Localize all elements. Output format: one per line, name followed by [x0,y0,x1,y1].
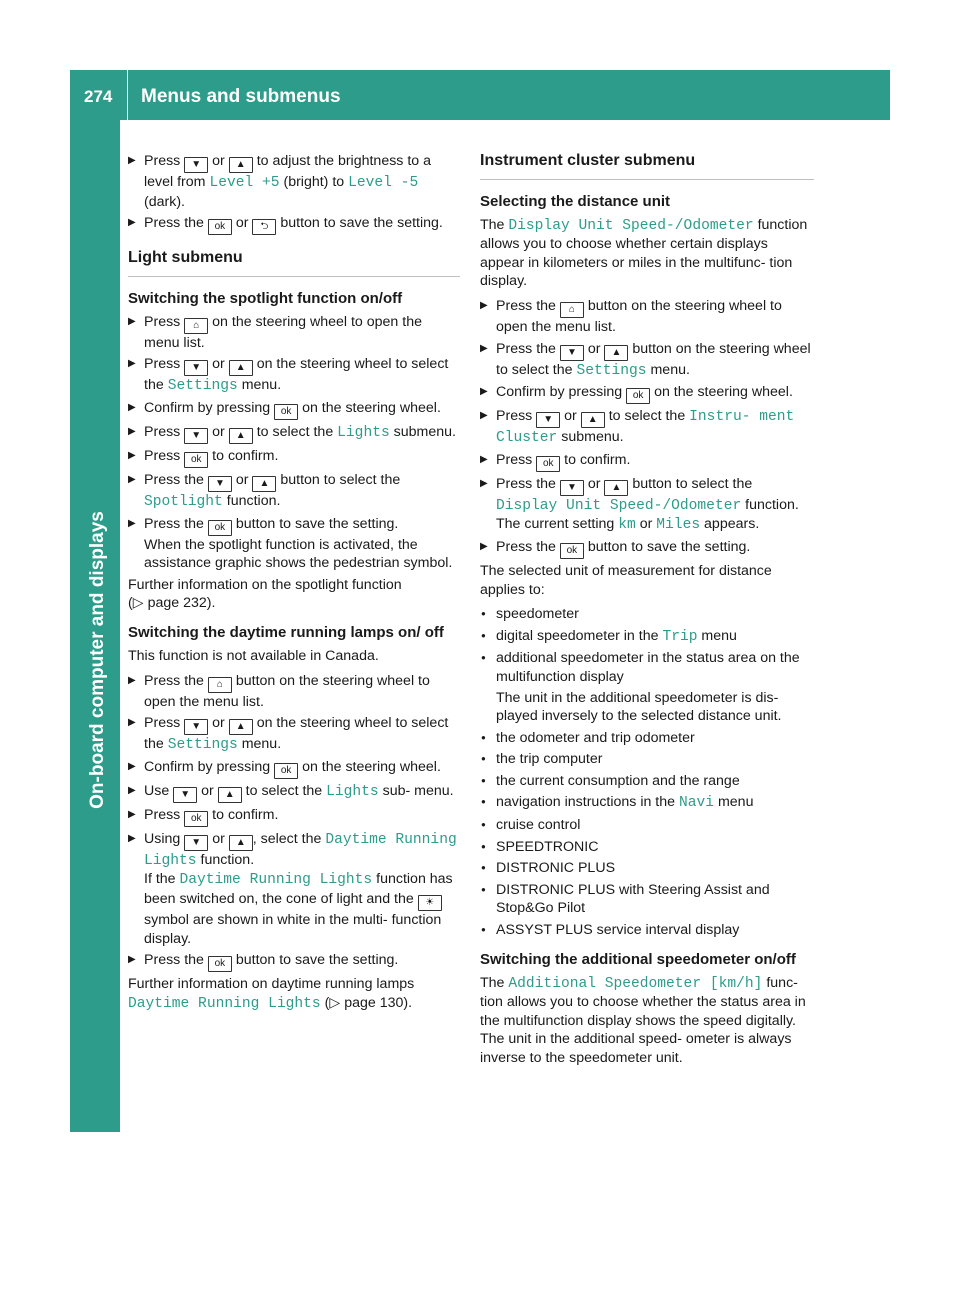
up-key-icon: ▲ [229,428,253,444]
step-text: When the spotlight function is activated, the assistance graphic shows the pedestrian symbol. [144,536,453,572]
display-text: km [618,517,636,534]
step-text: Confirm by pressing [144,399,271,416]
header-divider [127,70,128,120]
step-press-ok [128,447,460,468]
daytime-further-info: Further information on daytime running lamps Daytime Running Lights (▷ page 130). [128,976,415,1012]
sun-symbol-icon: ☀ [418,895,442,911]
step-press-ok [128,806,460,827]
display-text: Lights [326,783,379,800]
step-save-setting [128,214,460,235]
step-select-instrument-cluster [480,407,814,448]
step-text: Press the [144,515,204,532]
step-save-setting [128,951,460,972]
list-item: ● ASSYST PLUS service interval display [480,921,814,940]
page-ref-icon: ▷ [132,595,144,612]
ok-key-icon: ok [208,520,232,536]
page-header [70,70,890,120]
step-text: on the steering wheel to open the menu list. [144,313,422,351]
step-text: to select the [245,782,323,799]
list-text: navigation instructions in the [496,794,676,811]
step-text: Press the [496,538,556,555]
list-item: ● the trip computer [480,750,814,769]
step-text: Press [144,447,181,464]
ok-key-icon: ok [274,763,298,779]
step-text: Use [144,782,170,799]
down-key-icon: ▼ [184,360,208,376]
chapter-label: On-board computer and displays [87,511,108,809]
step-text: to select the [608,408,686,425]
step-text: Press [144,423,181,440]
home-key-icon: ⌂ [208,677,232,693]
display-text: Daytime Running Lights [144,831,457,869]
step-select-daytime-lights [128,830,460,948]
down-key-icon: ▼ [173,787,197,803]
step-text: or [212,423,225,440]
ok-key-icon: ok [208,956,232,972]
step-text: on the steering wheel to select the [144,356,449,394]
ok-key-icon: ok [560,543,584,559]
display-text: Spotlight [144,493,223,510]
step-text: Press [144,356,181,373]
step-text: button to select the [280,471,401,488]
step-select-unit-function [480,475,814,535]
step-save-spotlight [128,515,460,573]
step-text: or [564,408,577,425]
home-key-icon: ⌂ [560,302,584,318]
up-key-icon: ▲ [581,412,605,428]
step-text: or [212,830,225,847]
step-text: button to save the setting. [235,952,399,969]
down-key-icon: ▼ [184,835,208,851]
step-text: or [587,340,601,357]
step-text: button to select the [632,475,753,492]
down-key-icon: ▼ [560,345,584,361]
step-text: Press [496,451,533,468]
step-text: button to save the setting. [280,215,443,232]
list-item: ● the odometer and trip odometer [480,729,814,748]
step-text: function. [745,496,799,513]
heading-light-submenu: Light submenu [128,249,460,277]
page-number: 274 [84,87,113,106]
body-text: function allows you to choose whether certain displays appear in kilometers or miles in the multifunc- tion display. [480,216,808,290]
step-text: button on the steering wheel to open the menu list. [496,297,782,335]
step-text: function has been switched on, the cone of light and the [144,871,453,907]
step-text: to confirm. [212,447,279,464]
list-text: menu [701,627,737,644]
body-text: Further information on daytime running lamps [128,976,415,993]
step-text: Press the [496,475,556,492]
list-item: ● SPEEDTRONIC [480,838,814,857]
up-key-icon: ▲ [604,345,628,361]
step-text: to confirm. [212,806,279,823]
page-ref-link[interactable]: page 130). [344,994,413,1011]
up-key-icon: ▲ [218,787,242,803]
body-text: func- tion allows you to choose whether the status area in the multifunction display shows the speed digitally. The unit in the additional speed- ometer is always inverse to the speedometer unit. [480,974,806,1066]
step-text: to select the [256,423,334,440]
step-text: to adjust the brightness to a level from [144,153,432,190]
step-text: function. [200,851,255,868]
up-key-icon: ▲ [604,480,628,496]
step-text: submenu. [561,429,624,446]
list-text: digital speedometer in the [496,627,659,644]
step-confirm [128,758,460,779]
down-key-icon: ▼ [536,412,560,428]
step-text: Using [144,830,181,847]
step-open-menu [480,297,814,337]
heading-distance-unit: Selecting the distance unit [480,192,671,210]
distance-unit-intro [480,216,814,291]
up-key-icon: ▲ [229,719,253,735]
list-item [480,627,814,647]
display-text: Instru- ment Cluster [496,409,795,447]
page-ref-icon: ▷ [329,994,341,1011]
step-text: , select the [252,830,322,847]
step-text: Press [144,715,181,732]
additional-speedometer-text [480,974,814,1068]
step-select-lights [128,423,460,444]
step-text: on the steering wheel. [302,399,441,416]
step-text: or [587,475,601,492]
home-key-icon: ⌂ [184,318,208,334]
step-text: menu. [241,377,282,394]
page-ref-link[interactable]: page 232). [147,595,216,612]
step-text: or [201,782,214,799]
step-text: Press [144,806,181,823]
canada-note: This function is not available in Canada. [128,647,379,664]
step-text: The current setting [496,516,615,533]
step-select-settings [128,714,460,755]
step-text: Press the [496,340,556,357]
list-item: ● cruise control [480,816,814,835]
step-text: Press the [496,297,556,314]
display-text: Display Unit Speed-/Odometer [508,217,754,234]
step-text: on the steering wheel. [302,758,441,775]
step-text: or [235,471,249,488]
step-text: or [235,215,249,232]
heading-spotlight: Switching the spotlight function on/off [128,289,403,307]
right-column [480,152,814,1074]
step-select-settings [128,355,460,396]
heading-daytime-lamps: Switching the daytime running lamps on/ off [128,623,444,641]
step-text: Press the [144,952,204,969]
step-text: submenu. [393,423,456,440]
display-text: Navi [678,795,715,812]
heading-additional-speedometer: Switching the additional speedometer on/off [480,950,796,968]
step-text: (bright) to [283,174,345,190]
step-text: Confirm by pressing [496,384,623,401]
spotlight-further-info: Further information on the spotlight function (▷ page 232). [128,576,402,612]
list-item: ● DISTRONIC PLUS with Steering Assist and Stop&Go Pilot [480,881,814,918]
step-text: button on the steering wheel to select the [496,340,811,378]
down-key-icon: ▼ [184,157,208,173]
list-text: additional speedometer in the status area on the multifunction display [496,650,800,685]
step-text: (dark). [144,193,185,210]
step-text: or [212,153,225,169]
display-text: Settings [576,362,647,379]
step-text: If the [144,871,176,888]
ok-key-icon: ok [184,452,208,468]
left-column [128,152,460,1019]
up-key-icon: ▲ [229,157,253,173]
body-text: The [480,974,505,991]
body-text: Further information on the spotlight function [128,576,402,593]
step-adjust-brightness [128,152,460,211]
step-text: Confirm by pressing [144,758,271,775]
display-text: Display Unit Speed-/Odometer [496,497,742,514]
step-text: button to save the setting. [235,515,399,532]
step-text: menu. [650,361,690,378]
display-text: Daytime Running Lights [128,995,321,1012]
list-text: menu [717,794,754,811]
ok-key-icon: ok [536,456,560,472]
display-text: Trip [662,628,698,645]
step-open-menu [128,672,460,712]
step-text: button on the steering wheel to open the menu list. [144,672,430,710]
step-text: Press [144,153,181,169]
step-text: Press [496,408,533,425]
list-item: ● speedometer [480,605,814,624]
list-note: The unit in the additional speedometer is dis- played inversely to the selected distance unit. [496,689,782,725]
step-text: to confirm. [564,451,631,468]
step-open-menu [128,313,460,353]
display-text: Settings [167,737,238,754]
step-confirm [480,383,814,404]
list-item [480,793,814,813]
down-key-icon: ▼ [184,719,208,735]
step-text: button to save the setting. [587,538,751,555]
up-key-icon: ▲ [229,835,253,851]
down-key-icon: ▼ [184,428,208,444]
ok-key-icon: ok [274,404,298,420]
applies-to-text: The selected unit of measurement for distance applies to: [480,562,772,598]
down-key-icon: ▼ [208,476,232,492]
step-text: or [639,516,653,533]
list-item: ● DISTRONIC PLUS [480,859,814,878]
up-key-icon: ▲ [229,360,253,376]
step-text: or [212,356,225,373]
step-select-settings [480,340,814,381]
up-key-icon: ▲ [252,476,276,492]
display-text: Daytime Running Lights [179,872,373,889]
step-confirm [128,399,460,420]
display-text: Lights [337,424,390,441]
step-text: function. [226,492,281,509]
display-text: Miles [656,517,701,534]
step-text: on the steering wheel. [654,384,793,401]
list-item: ● the current consumption and the range [480,772,814,791]
list-item [480,649,814,725]
ok-key-icon: ok [184,811,208,827]
display-text: Settings [167,378,238,395]
step-text: appears. [704,516,760,533]
step-text: Press the [144,215,204,232]
step-text: Press the [144,672,204,689]
step-text: or [212,715,225,732]
display-text: Additional Speedometer [km/h] [508,975,763,992]
ok-key-icon: ok [208,219,232,235]
display-text: Level +5 [209,175,280,191]
step-text: menu. [241,736,282,753]
step-save-setting [480,538,814,559]
down-key-icon: ▼ [560,480,584,496]
step-select-spotlight [128,471,460,512]
display-text: Level -5 [348,175,419,191]
back-key-icon: ⮌ [252,219,276,235]
step-select-lights [128,782,460,803]
body-text: The [480,216,505,233]
step-text: sub- menu. [382,782,454,799]
page-title: Menus and submenus [141,86,341,107]
step-text: Press [144,313,181,330]
heading-instrument-cluster: Instrument cluster submenu [480,152,814,180]
step-press-ok [480,451,814,472]
step-text: Press the [144,471,204,488]
ok-key-icon: ok [626,388,650,404]
step-text: on the steering wheel to select the [144,715,449,753]
step-text: symbol are shown in white in the multi- function display. [144,911,442,947]
